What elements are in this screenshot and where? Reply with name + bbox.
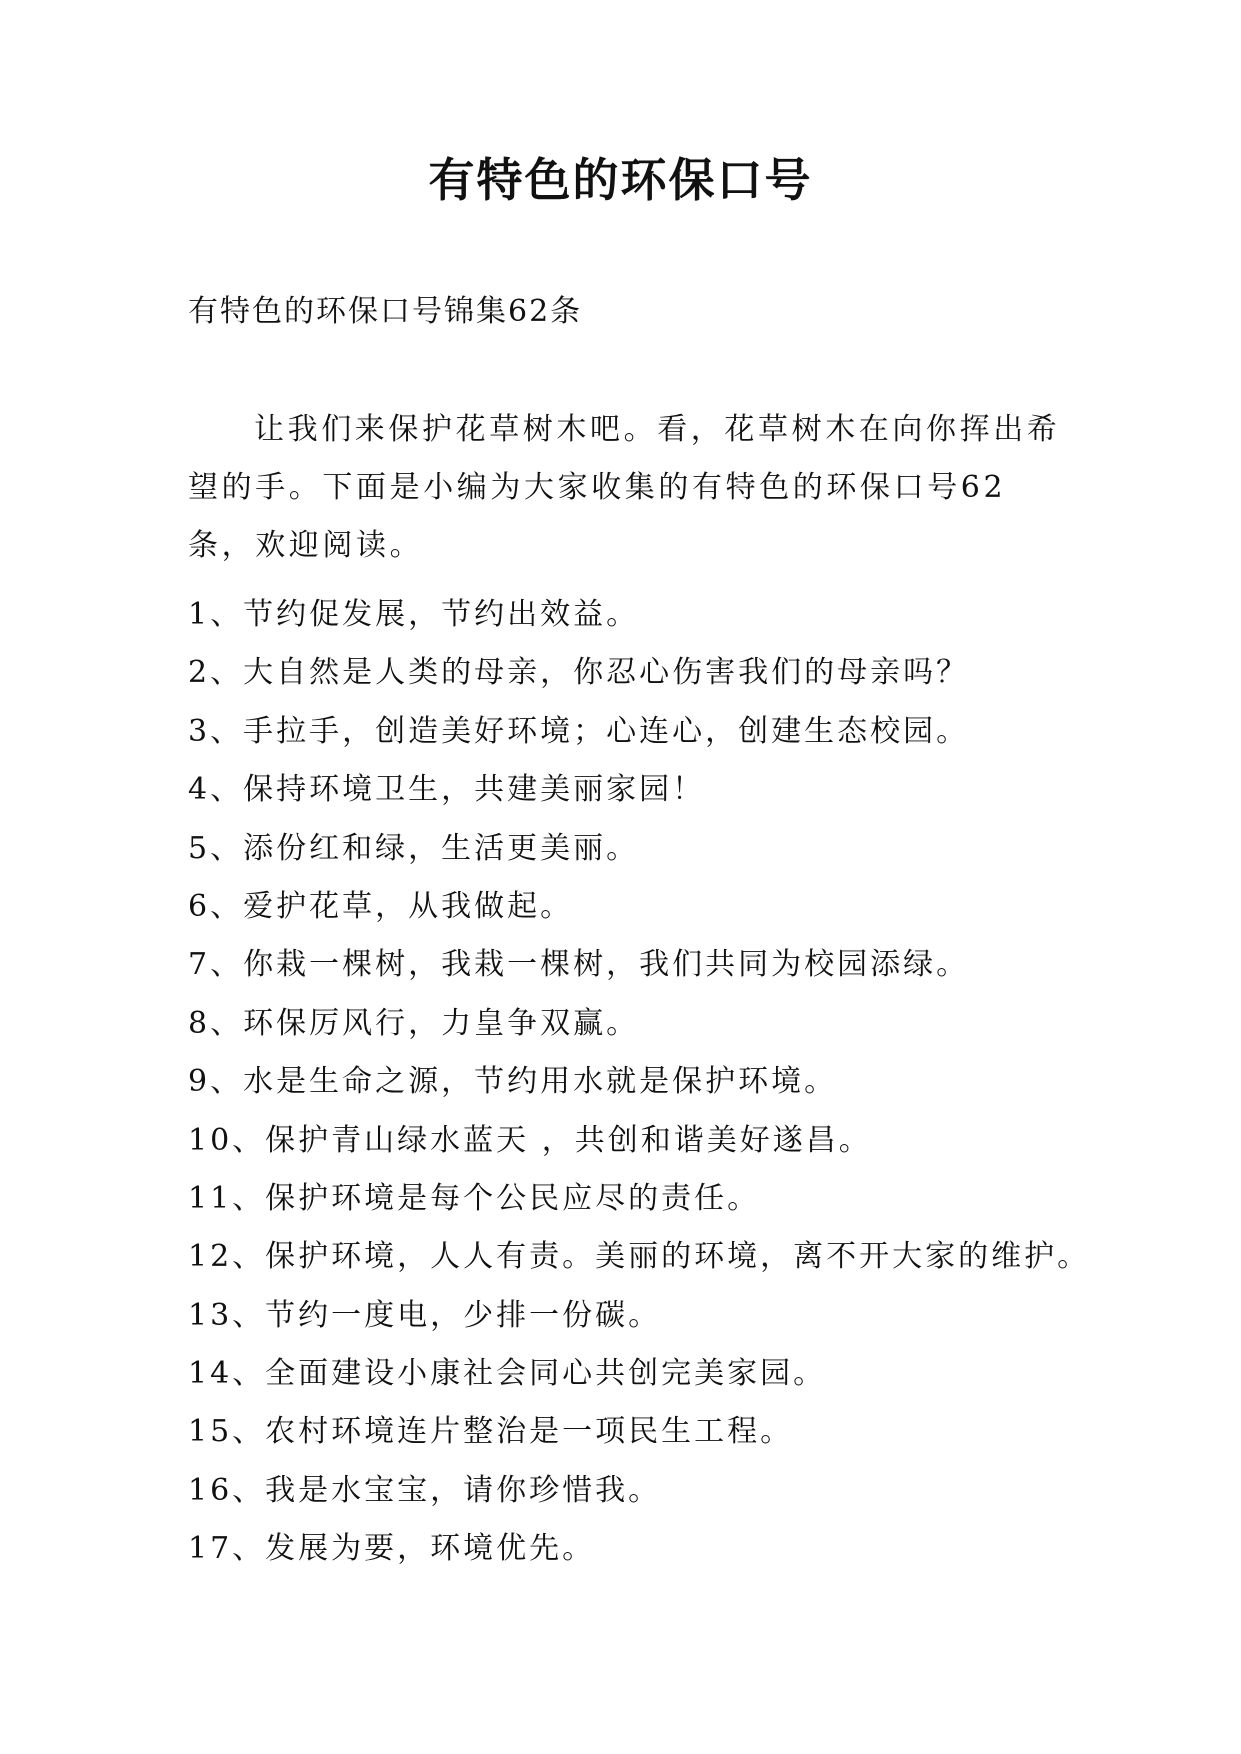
slogan-item: 12、保护环境，人人有责。美丽的环境，离不开大家的维护。 — [188, 1239, 1091, 1275]
slogan-item: 4、保持环境卫生，共建美丽家园！ — [188, 772, 706, 808]
slogan-item: 3、手拉手，创造美好环境；心连心，创建生态校园。 — [188, 713, 970, 749]
slogan-item: 16、我是水宝宝，请你珍惜我。 — [188, 1472, 662, 1508]
slogan-item: 10、保护青山绿水蓝天 ，共创和谐美好遂昌。 — [188, 1122, 872, 1158]
intro-paragraph: 让我们来保护花草树木吧。看，花草树木在向你挥出希望的手。下面是小编为大家收集的有特色的环保口号62条，欢迎阅读。 — [188, 412, 1061, 563]
slogan-item: 6、爱护花草，从我做起。 — [188, 888, 574, 924]
slogan-item: 13、节约一度电，少排一份碳。 — [188, 1297, 662, 1333]
slogan-item: 15、农村环境连片整治是一项民生工程。 — [188, 1414, 794, 1450]
document-title: 有特色的环保口号 — [428, 153, 813, 207]
slogan-item: 11、保护环境是每个公民应尽的责任。 — [188, 1180, 761, 1216]
slogan-item: 1、节约促发展，节约出效益。 — [188, 597, 640, 632]
slogan-item: 9、水是生命之源，节约用水就是保护环境。 — [188, 1064, 838, 1100]
slogan-item: 7、你栽一棵树，我栽一棵树，我们共同为校园添绿。 — [188, 947, 970, 983]
document-subtitle: 有特色的环保口号锦集62条 — [188, 294, 583, 329]
slogan-item: 5、添份红和绿，生活更美丽。 — [188, 830, 640, 866]
slogan-item: 14、全面建设小康社会同心共创完美家园。 — [188, 1356, 827, 1392]
slogan-item: 17、发展为要，环境优先。 — [188, 1531, 596, 1567]
slogan-list — [188, 586, 1090, 1579]
slogan-item: 2、大自然是人类的母亲，你忍心伤害我们的母亲吗？ — [188, 655, 970, 691]
slogan-item: 8、环保厉风行，力皇争双赢。 — [188, 1005, 640, 1041]
